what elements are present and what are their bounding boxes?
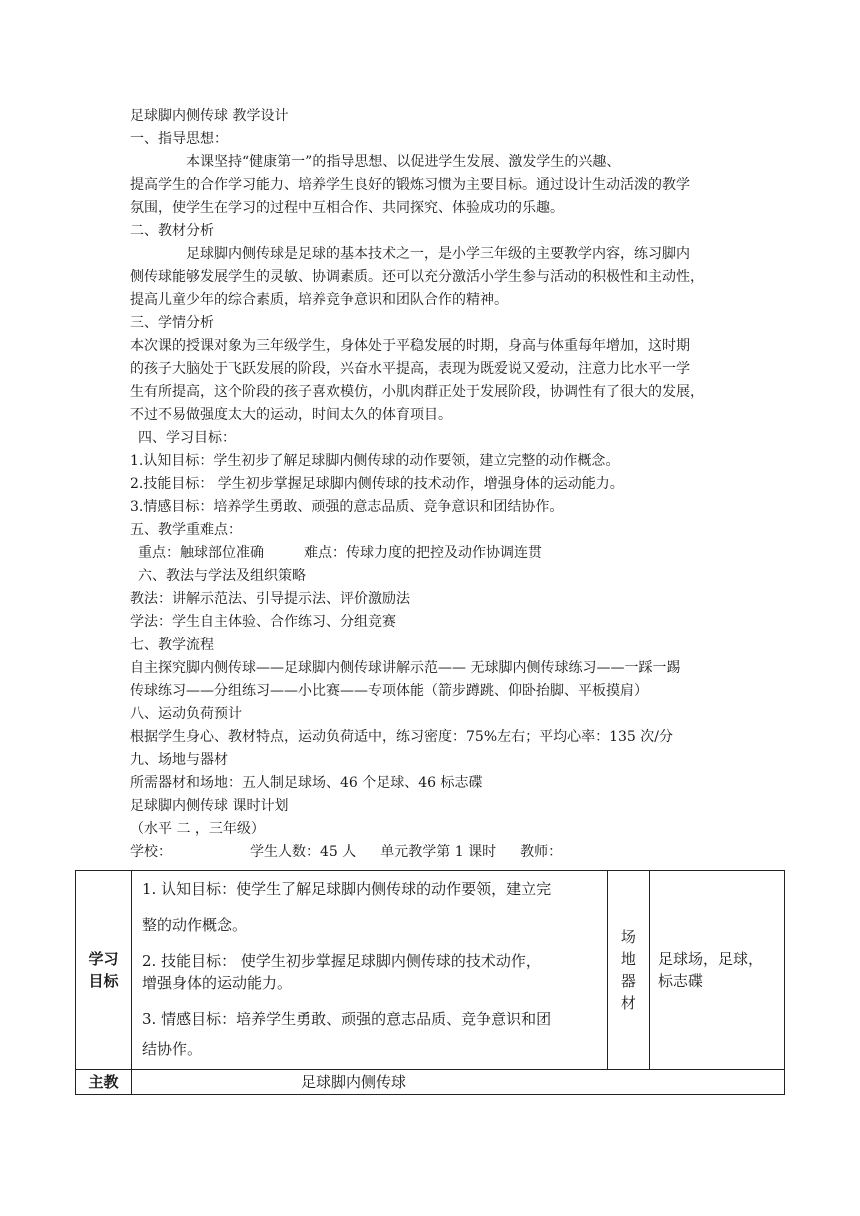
section-3-text: 生有所提高，这个阶段的孩子喜欢模仿，小肌肉群正处于发展阶段，协调性有了很大的发展， — [130, 384, 704, 400]
goal-line: 2. 技能目标： 使学生初步掌握足球脚内侧传球的技术动作， — [142, 952, 541, 970]
section-6-heading: 六、教法与学法及组织策略 — [138, 568, 306, 584]
section-9-heading: 九、场地与器材 — [130, 752, 228, 768]
goal-line: 1. 认知目标：使学生了解足球脚内侧传球的动作要领，建立完 — [142, 880, 552, 898]
unit-lesson: 单元教学第 1 课时 — [380, 844, 497, 860]
section-8-heading: 八、运动负荷预计 — [130, 706, 242, 722]
section-4-heading: 四、学习目标： — [138, 430, 236, 446]
plan-title: 足球脚内侧传球 课时计划 — [130, 798, 289, 814]
key-points-line — [130, 542, 748, 565]
student-count: 学生人数：45 人 — [250, 844, 357, 860]
goal-item: 1.认知目标：学生初步了解足球脚内侧传球的动作要领，建立完整的动作概念。 — [130, 453, 620, 469]
materials-text: 足球场，足球，标志碟 — [658, 950, 764, 990]
section-3-text: 的孩子大脑处于飞跃发展的阶段，兴奋水平提高，表现为既爱说又爱动，注意力比水平一学 — [130, 361, 690, 377]
section-3-text: 本次课的授课对象为三年级学生，身体处于平稳发展的时期，身高与体重每年增加，这时期 — [130, 338, 690, 354]
section-2-text: 足球脚内侧传球是足球的基本技术之一，是小学三年级的主要教学内容，练习脚内 — [186, 246, 690, 262]
doc-title: 足球脚内侧传球 教学设计 — [130, 108, 289, 124]
section-1-heading: 一、指导思想： — [130, 131, 228, 147]
goal-line: 3. 情感目标：培养学生勇敢、顽强的意志品质、竞争意识和团 — [142, 1010, 552, 1028]
row-header-text: 学习目标 — [88, 950, 119, 990]
goal-line: 增强身体的运动能力。 — [142, 974, 293, 992]
section-2-text: 提高儿童少年的综合素质，培养竞争意识和团队合作的精神。 — [130, 292, 508, 308]
key-point: 重点：触球部位准确 — [138, 545, 264, 561]
site-label-cell — [607, 871, 649, 1070]
main-content-cell: 足球脚内侧传球 — [132, 1070, 785, 1095]
section-9-text: 所需器材和场地：五人制足球场、46 个足球、46 标志碟 — [130, 775, 483, 791]
section-2-heading: 二、教材分析 — [130, 223, 214, 239]
goal-line: 结协作。 — [142, 1040, 203, 1058]
materials-cell — [650, 871, 785, 1070]
section-7-text: 传球练习——分组练习——小比赛——专项体能（箭步蹲跳、仰卧抬脚、平板摸肩） — [130, 683, 648, 699]
section-3-text: 不过不易做强度太大的运动，时间太久的体育项目。 — [130, 407, 452, 423]
table-row — [76, 1070, 785, 1095]
lesson-plan-table — [75, 870, 785, 1095]
section-1-text: 氛围，使学生在学习的过程中互相合作、共同探究、体验成功的乐趣。 — [130, 200, 564, 216]
teaching-methods: 教法：讲解示范法、引导提示法、评价激励法 — [130, 591, 410, 607]
goals-cell — [132, 871, 608, 1070]
table-row — [76, 871, 785, 1070]
section-1-text: 提高学生的合作学习能力、培养学生良好的锻炼习惯为主要目标。通过设计生动活泼的教学 — [130, 177, 690, 193]
row-header: 主教 — [76, 1070, 132, 1095]
section-2-text: 侧传球能够发展学生的灵敏、协调素质。还可以充分激活小学生参与活动的积极性和主动性， — [130, 269, 704, 285]
level-line: （水平 二 ，三年级） — [130, 821, 265, 837]
goal-line: 整的动作概念。 — [142, 916, 248, 934]
teacher-label: 教师： — [520, 844, 563, 860]
section-7-text: 自主探究脚内侧传球——足球脚内侧传球讲解示范—— 无球脚内侧传球练习——一踩一踢 — [130, 660, 681, 676]
section-7-heading: 七、教学流程 — [130, 637, 214, 653]
site-label: 场地器材 — [620, 928, 636, 1012]
goal-item: 3.情感目标：培养学生勇敢、顽强的意志品质、竞争意识和团结协作。 — [130, 499, 564, 515]
section-3-heading: 三、学情分析 — [130, 315, 214, 331]
row-header — [76, 871, 132, 1070]
section-5-heading: 五、教学重难点： — [130, 522, 242, 538]
difficult-point: 难点：传球力度的把控及动作协调连贯 — [304, 545, 542, 561]
learning-methods: 学法：学生自主体验、合作练习、分组竞赛 — [130, 614, 396, 630]
section-8-text: 根据学生身心、教材特点，运动负荷适中，练习密度：75%左右；平均心率：135 次/分 — [130, 729, 674, 745]
goal-item: 2.技能目标： 学生初步掌握足球脚内侧传球的技术动作，增强身体的运动能力。 — [130, 476, 624, 492]
info-line — [130, 841, 740, 864]
school-label: 学校： — [130, 844, 172, 860]
section-1-text: 本课坚持“健康第一”的指导思想、以促进学生发展、激发学生的兴趣、 — [186, 154, 621, 170]
